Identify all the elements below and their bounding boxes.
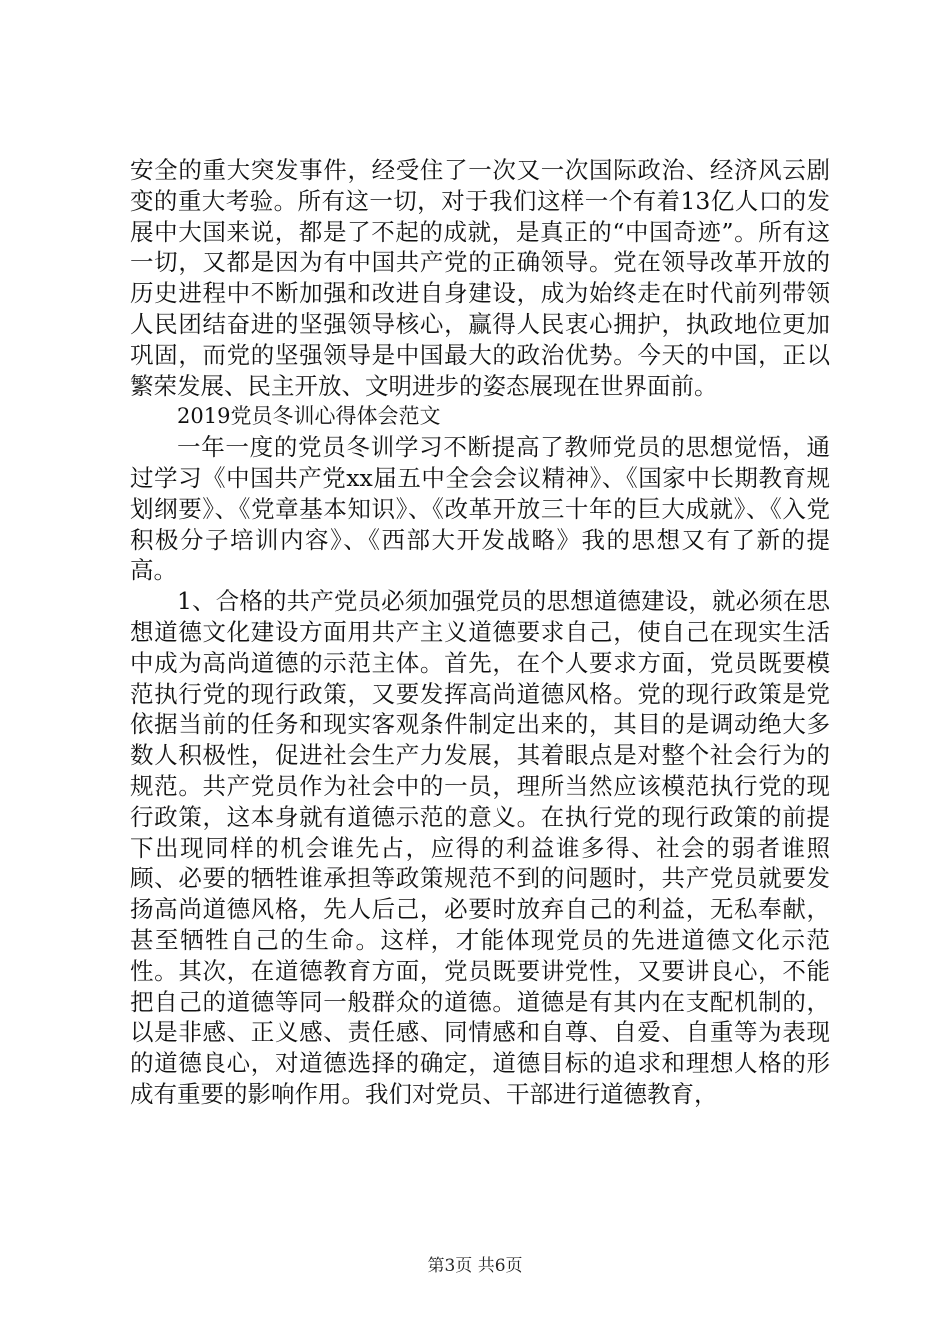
paragraph-intro: 一年一度的党员冬训学习不断提高了教师党员的思想觉悟，通过学习《中国共产党xx届五中全会会议精神》、《国家中长期教育规划纲要》、《党章基本知识》、《改革开放三十年的巨大成就》、《入党积极分子培训内容》、《西部大开发战略》我的思想又有了新的提高。 (130, 433, 830, 585)
section-heading: 2019党员冬训心得体会范文 (177, 404, 441, 429)
paragraph-point-1: 1、合格的共产党员必须加强党员的思想道德建设，就必须在思想道德文化建设方面用共产主义道德要求自己，使自己在现实生活中成为高尚道德的示范主体。首先，在个人要求方面，党员既要模范执行党的现行政策，又要发挥高尚道德风格。党的现行政策是党依据当前的任务和现实客观条件制定出来的，其目的是调动绝大多数人积极性，促进社会生产力发展，其着眼点是对整个社会行为的规范。共产党员作为社会中的一员，理所当然应该模范执行党的现行政策，这本身就有道德示范的意义。在执行党的现行政策的前提下出现同样的机会谁先占，应得的利益谁多得、社会的弱者谁照顾、必要的牺牲谁承担等政策规范不到的问题时，共产党员就要发扬高尚道德风格，先人后己，必要时放弃自己的利益，无私奉献，甚至牺牲自己的生命。这样，才能体现党员的先进道德文化示范性。其次，在道德教育方面，党员既要讲党性，又要讲良心，不能把自己的道德等同一般群众的道德。道德是有其内在支配机制的，以是非感、正义感、责任感、同情感和自尊、自爱、自重等为表现的道德良心，对道德选择的确定，道德目标的追求和理想人格的形成有重要的影响作用。我们对党员、干部进行道德教育， (130, 587, 830, 1108)
page-number-footer: 第3页 共6页 (427, 1256, 523, 1276)
document-body (130, 155, 830, 1110)
paragraph-continuation: 安全的重大突发事件，经受住了一次又一次国际政治、经济风云剧变的重大考验。所有这一切，对于我们这样一个有着13亿人口的发展中大国来说，都是了不起的成就，是真正的“中国奇迹”。所有这一切，又都是因为有中国共产党的正确领导。党在领导改革开放的历史进程中不断加强和改进自身建设，成为始终走在时代前列带领人民团结奋进的坚强领导核心，赢得人民衷心拥护，执政地位更加巩固，而党的坚强领导是中国最大的政治优势。今天的中国，正以繁荣发展、民主开放、文明进步的姿态展现在世界面前。 (130, 156, 830, 400)
